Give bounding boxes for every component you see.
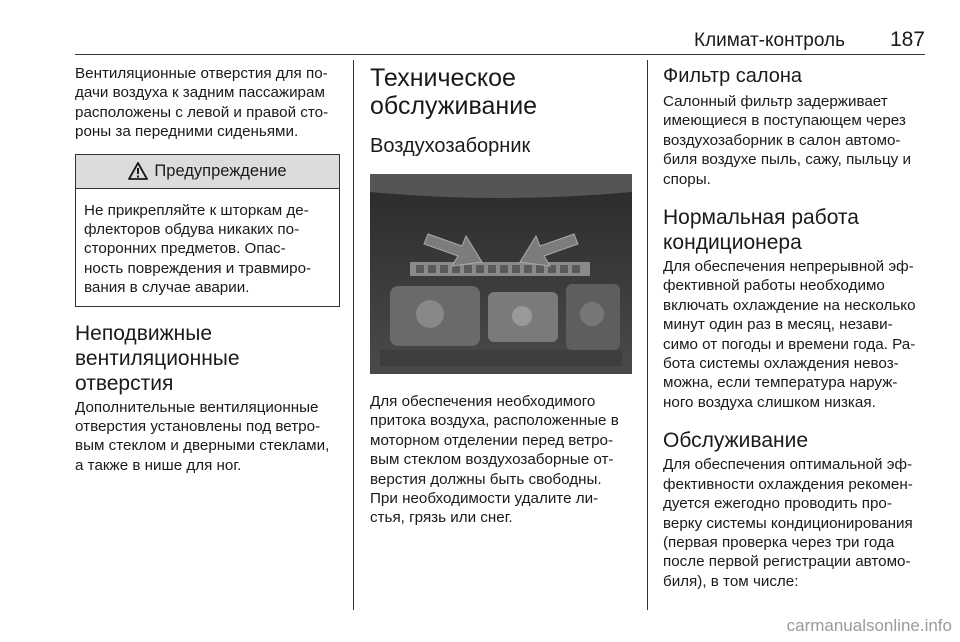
- service-heading: Обслуживание: [663, 429, 809, 453]
- cabin-filter-paragraph: Салонный фильтр задерживает имеющиеся в поступающем через воздухозаборник в салон автомо- биля воздухе пыль, сажу, пыльцу и споры.: [663, 93, 911, 188]
- warning-triangle-icon: [128, 162, 148, 180]
- warning-box: [75, 154, 340, 307]
- rear-vents-paragraph: Вентиляционные отверстия для по- дачи воздуха к задним пассажирам расположены с левой и правой сто- роны за передними сиденьями.: [75, 65, 329, 141]
- service-paragraph: Для обеспечения оптимальной эф- фективности охлаждения рекомен- дуется ежегодно проводить про- верку системы кондиционирования (первая проверка через три года после первой регистрации автомо- биля), в том числе:: [663, 456, 913, 590]
- column-left: [75, 64, 340, 475]
- header-title: Климат-контроль: [694, 30, 845, 51]
- warning-header: [76, 155, 339, 189]
- fixed-vents-paragraph: Дополнительные вентиляционные отверстия установлены под ветро- вым стеклом и дверными стеклами, а также в нише для ног.: [75, 398, 330, 474]
- cabin-filter-heading: Фильтр салона: [663, 65, 803, 87]
- column-divider-left: [353, 60, 354, 610]
- air-intake-paragraph: Для обеспечения необходимого притока воздуха, расположенные в моторном отделении перед ветро- вым стеклом воздухозаборные от- верстия должны быть свободны. При необходимости удалите ли- стья, грязь или снег.: [370, 393, 619, 527]
- warning-title: Предупреждение: [154, 161, 287, 180]
- header-rule: [75, 54, 925, 55]
- engine-bay-photo-icon: [370, 174, 632, 374]
- column-right: [663, 64, 928, 591]
- page-header: [75, 28, 925, 54]
- warning-body: Не прикрепляйте к шторкам де- флекторов обдува никаких по- сторонних предметов. Опас- ность повреждения и травмиро- вания в случае аварии.: [84, 201, 312, 297]
- column-divider-right: [647, 60, 648, 610]
- maintenance-heading: Техническое обслуживание: [370, 64, 538, 120]
- normal-operation-paragraph: Для обеспечения непрерывной эф- фективной работы необходимо включать охлаждение на несколько минут один раз в месяц, незави- симо от погоды и времени года. Ра- бота системы охлаждения невоз- можна, если температура наруж- ного воздуха слишком низкая.: [663, 258, 916, 411]
- watermark: carmanualsonline.info: [786, 616, 952, 635]
- fixed-vents-heading: Неподвижные вентиляционные отверстия: [75, 321, 240, 395]
- normal-operation-heading: Нормальная работа кондиционера: [663, 206, 859, 255]
- air-intake-subheading: Воздухозаборник: [370, 135, 531, 157]
- page-number: 187: [889, 28, 925, 51]
- column-middle: [370, 64, 635, 528]
